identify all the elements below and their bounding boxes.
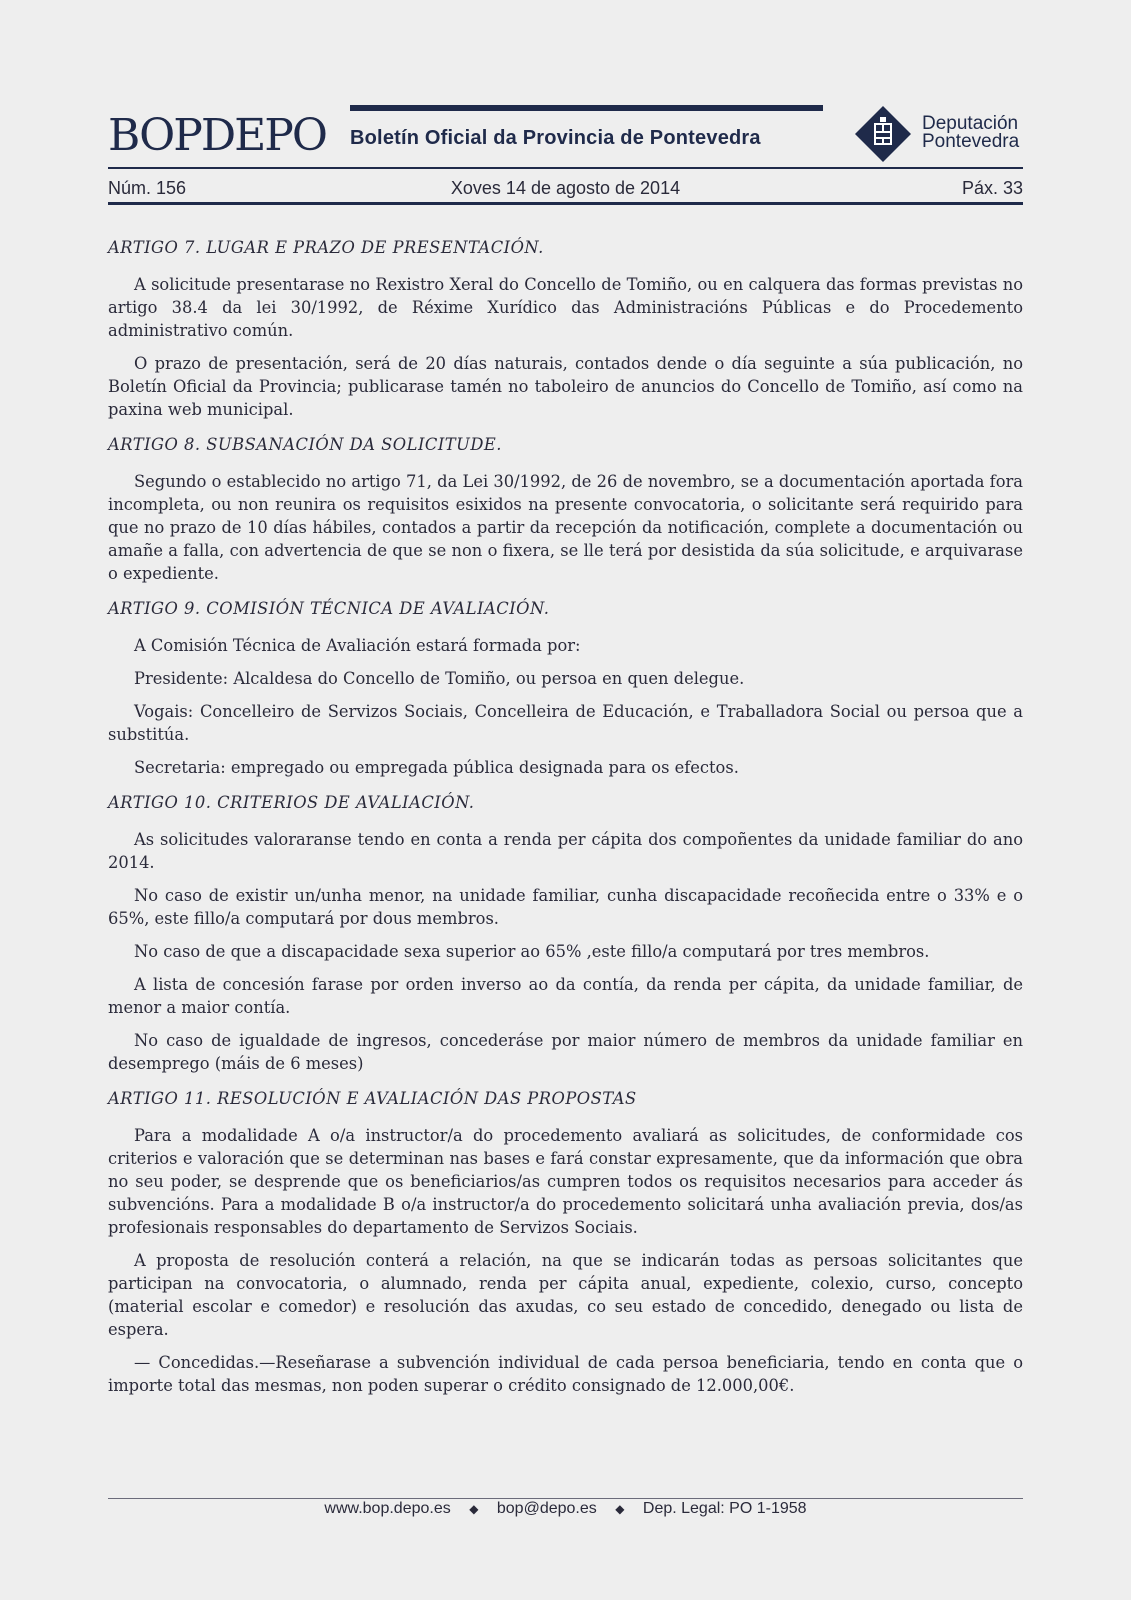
org-line-2: Pontevedra <box>922 131 1020 152</box>
footer-legal-deposit: Dep. Legal: PO 1-1958 <box>642 1500 807 1517</box>
separator-icon: ◆ <box>469 1502 479 1516</box>
paragraph: Para a modalidade A o/a instructor/a do procedemento avaliará as solicitudes, de conformidade cos criterios e valoración que se determinan nas bases e fará constar expresamente, que da información que obra no seu poder, se desprende que os beneficiarios/as cumpren todos os requisitos necesarios para acceder ás subvencións. Para a modalidade B o/a instructor/a do procedemento solicitará unha avaliación previa, dos/as profesionais responsables do departamento de Servizos Sociais. <box>108 1126 1023 1237</box>
page-number: Páx. 33 <box>961 178 1023 198</box>
article-11 <box>108 1087 1023 1397</box>
header-rule-bottom <box>108 202 1023 205</box>
footer-rule <box>108 1498 1023 1499</box>
org-line-1: Deputación <box>922 113 1019 134</box>
article-heading: ARTIGO 7. LUGAR E PRAZO DE PRESENTACIÓN. <box>108 238 544 257</box>
paragraph: Vogais: Concelleiro de Servizos Sociais, Concelleira de Educación, e Traballadora Social ou persoa que a substitúa. <box>108 702 1023 744</box>
paragraph: Segundo o establecido no artigo 71, da Lei 30/1992, de 26 de novembro, se a documentación aportada fora incompleta, ou non reunira os requisitos esixidos na presente convocatoria, o solicitante será requirido para que no prazo de 10 días hábiles, contados a partir da recepción da notificación, complete a documentación ou amañe a falla, con advertencia de que se non o fixera, se lle terá por desistida da súa solicitude, e arquivarase o expediente. <box>108 472 1023 583</box>
footer-website-link[interactable]: www.bop.depo.es <box>324 1500 451 1517</box>
article-heading: ARTIGO 11. RESOLUCIÓN E AVALIACIÓN DAS PROPOSTAS <box>108 1089 637 1108</box>
bopdepo-logo: BOPDEPO <box>108 110 326 161</box>
document-body <box>108 236 1023 1409</box>
footer <box>0 1500 1131 1518</box>
paragraph: Secretaria: empregado ou empregada pública designada para os efectos. <box>134 758 739 777</box>
separator-icon: ◆ <box>615 1502 625 1516</box>
paragraph: No caso de existir un/unha menor, na unidade familiar, cunha discapacidade recoñecida entre o 33% e o 65%, este fillo/a computará por dous membros. <box>108 886 1023 928</box>
article-7 <box>108 236 1023 421</box>
footer-email-link[interactable]: bop@depo.es <box>496 1500 597 1517</box>
paragraph: A solicitude presentarase no Rexistro Xeral do Concello de Tomiño, ou en calquera das formas previstas no artigo 38.4 da lei 30/1992, de Réxime Xurídico das Administracións Públicas e do Procedemento administrativo común. <box>108 275 1023 340</box>
paragraph: No caso de igualdade de ingresos, concederáse por maior número de membros da unidade familiar en desemprego (máis de 6 meses) <box>108 1031 1023 1073</box>
bulletin-title: Boletín Oficial da Provincia de Pontevedra <box>350 127 761 149</box>
issue-date: Xoves 14 de agosto de 2014 <box>450 178 681 198</box>
article-8 <box>108 433 1023 585</box>
paragraph: A proposta de resolución conterá a relación, na que se indicarán todas as persoas solicitantes que participan na convocatoria, o alumnado, renda per cápita anual, expediente, colexio, curso, concepto (material escolar e comedor) e resolución das axudas, co seu estado de concedido, denegado ou lista de espera. <box>108 1251 1023 1339</box>
paragraph: O prazo de presentación, será de 20 días naturais, contados dende o día seguinte a súa publicación, no Boletín Oficial da Provincia; publicarase tamén no taboleiro de anuncios do Concello de Tomiño, así como na paxina web municipal. <box>108 354 1023 419</box>
masthead <box>108 105 1023 175</box>
article-10 <box>108 791 1023 1075</box>
organization-name <box>922 115 1019 151</box>
issue-info <box>108 176 1023 200</box>
paragraph: A Comisión Técnica de Avaliación estará formada por: <box>134 636 581 655</box>
issue-number: Núm. 156 <box>108 178 187 198</box>
deputacion-emblem-icon <box>854 105 912 163</box>
header-rule-top <box>108 167 1023 169</box>
article-heading: ARTIGO 8. SUBSANACIÓN DA SOLICITUDE. <box>108 435 502 454</box>
paragraph: No caso de que a discapacidade sexa superior ao 65% ,este fillo/a computará por tres membros. <box>134 942 930 961</box>
article-heading: ARTIGO 9. COMISIÓN TÉCNICA DE AVALIACIÓN. <box>108 599 550 618</box>
article-9 <box>108 597 1023 779</box>
article-heading: ARTIGO 10. CRITERIOS DE AVALIACIÓN. <box>108 793 475 812</box>
paragraph: A lista de concesión farase por orden inverso ao da contía, da renda per cápita, da unidade familiar, de menor a maior contía. <box>108 975 1023 1017</box>
paragraph: As solicitudes valoraranse tendo en conta a renda per cápita dos compoñentes da unidade familiar do ano 2014. <box>108 830 1023 872</box>
paragraph: Presidente: Alcaldesa do Concello de Tomiño, ou persoa en quen delegue. <box>134 669 745 688</box>
title-bar <box>350 105 823 111</box>
paragraph: — Concedidas.—Reseñarase a subvención individual de cada persoa beneficiaria, tendo en conta que o importe total das mesmas, non poden superar o crédito consignado de 12.000,00€. <box>108 1353 1023 1395</box>
